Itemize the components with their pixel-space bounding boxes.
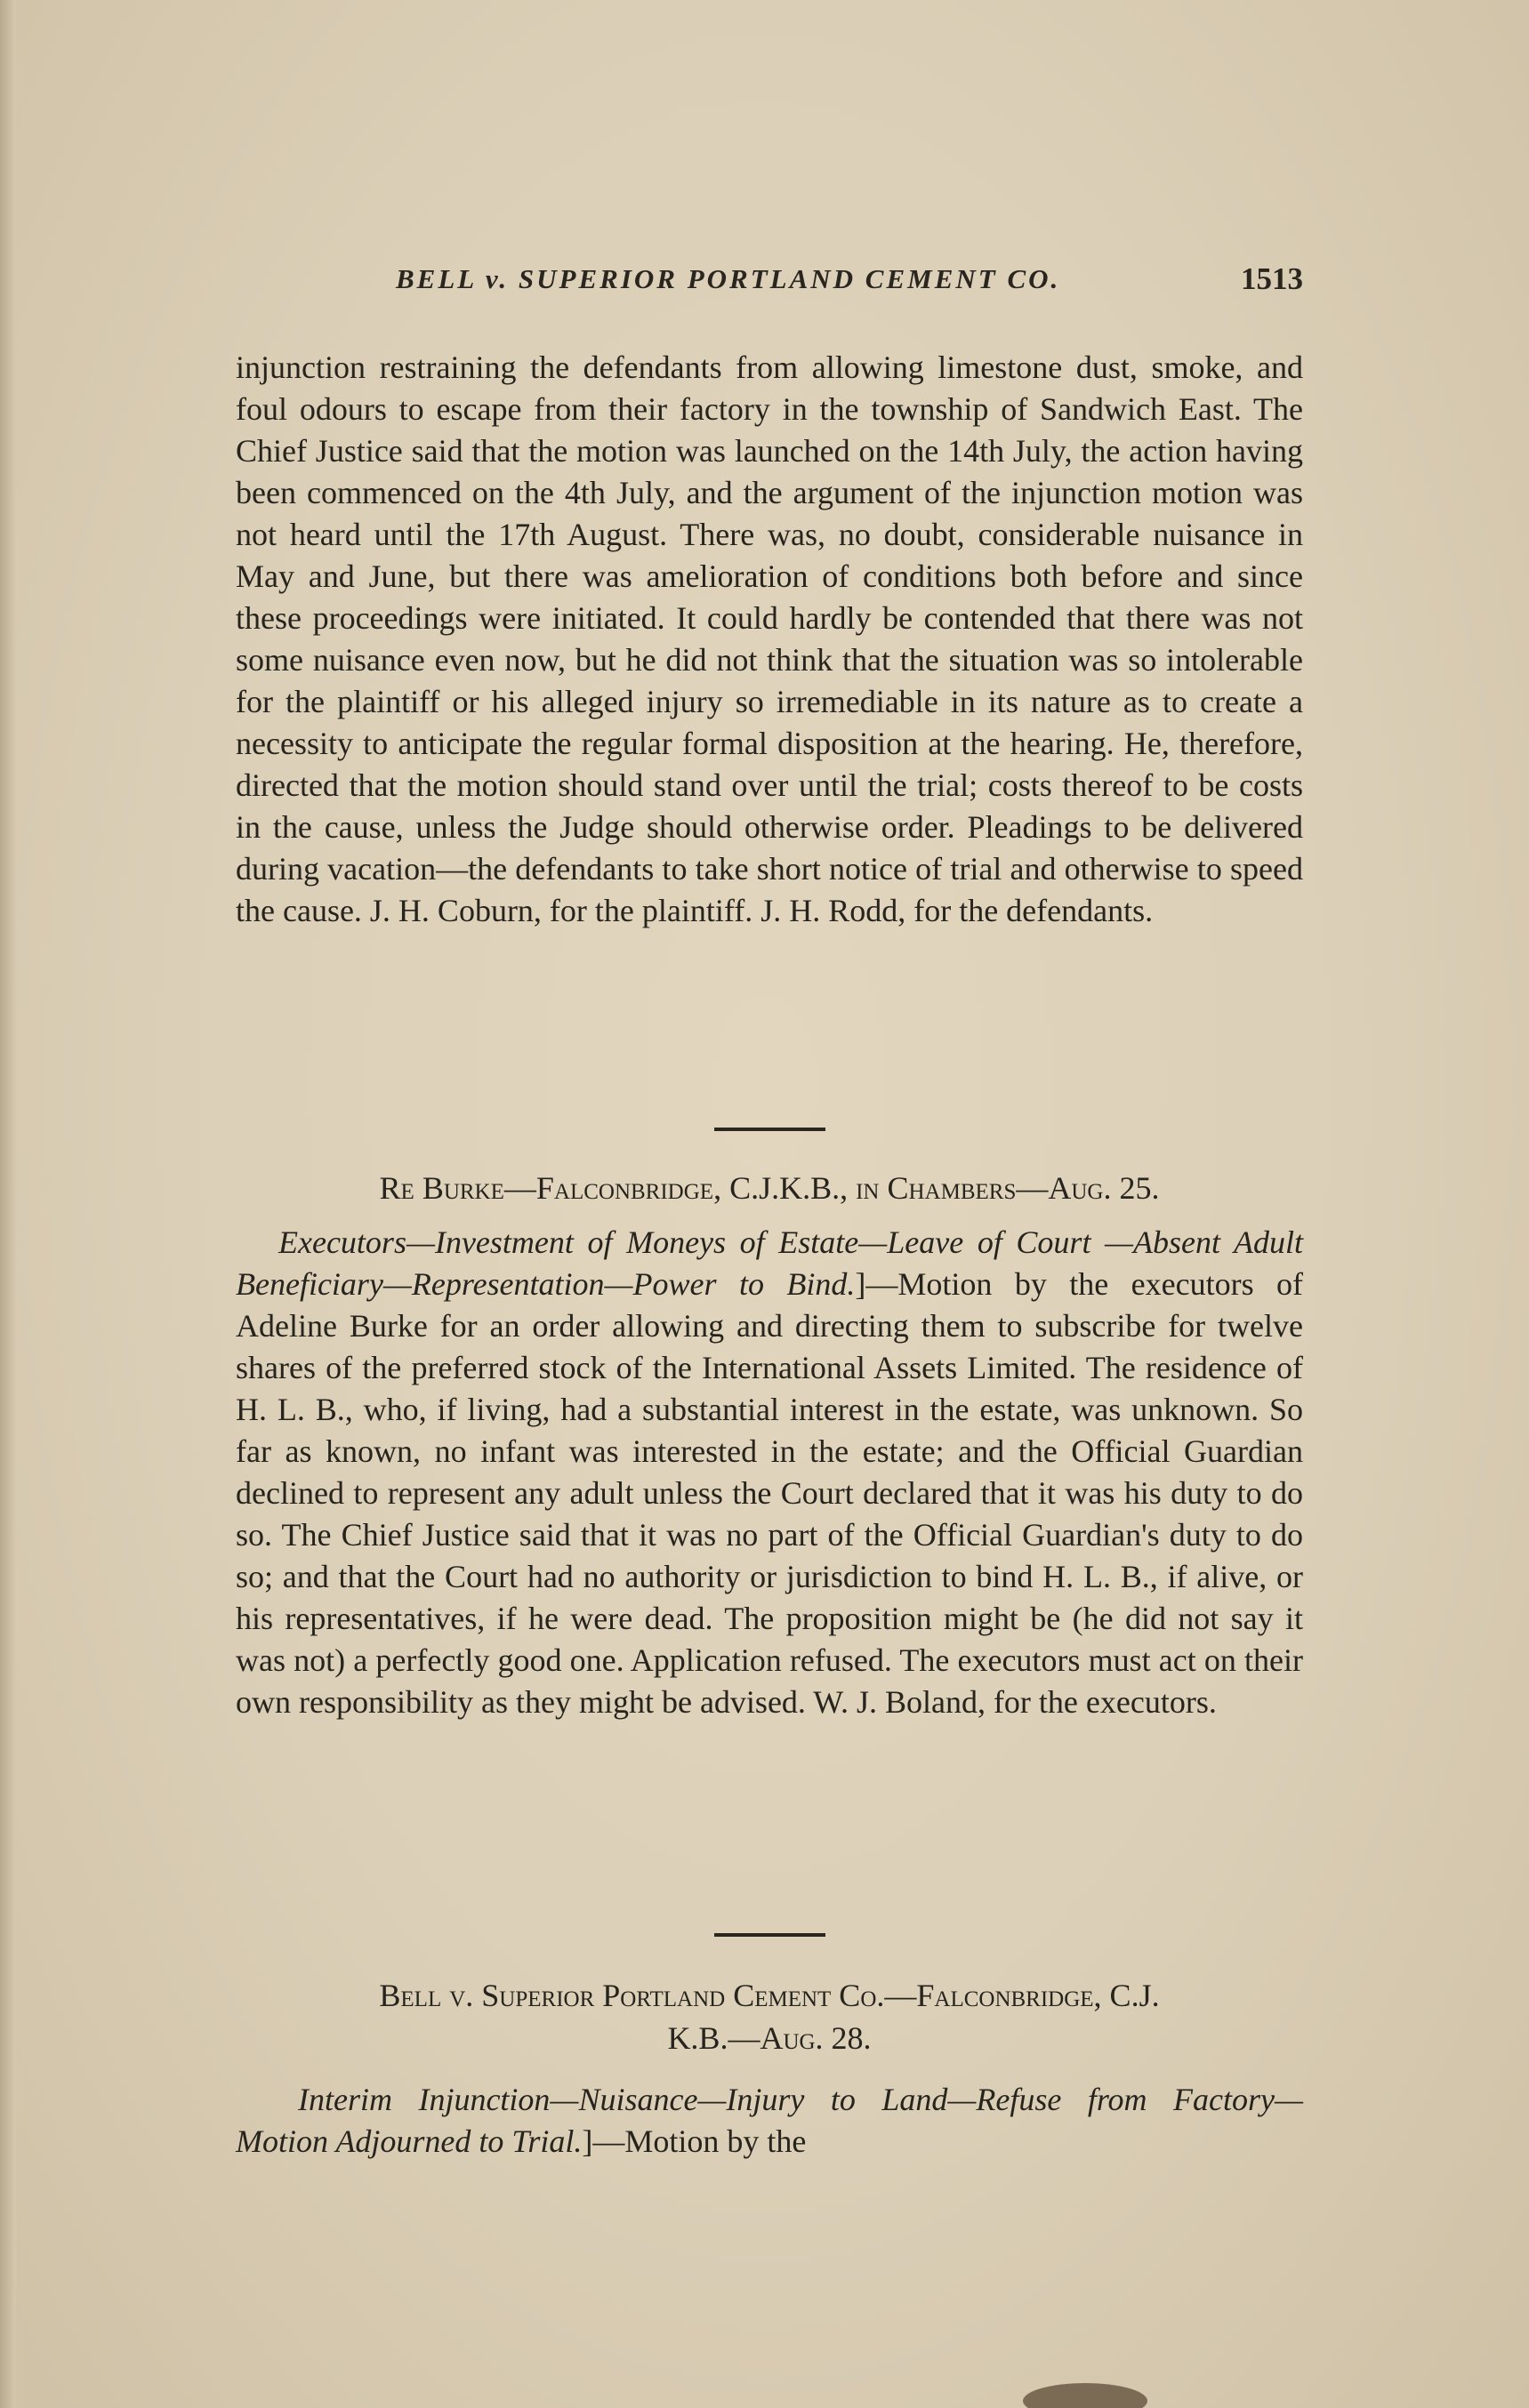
section-3-headnote: Interim Injunction—Nuisance—Injury to Land—Refuse from Factory—Motion Adjourned to Trial. [236,2082,1303,2159]
section-2-body [236,1222,1303,1723]
section-divider [714,1933,825,1937]
section-3-paragraph: ]—Motion by the [582,2123,807,2159]
section-2-headnote: Executors—Investment of Moneys of Estate—Leave of Court —Absent Adult Beneficiary—Representation—Power to Bind. [236,1224,1303,1302]
binding-gutter [0,0,16,2408]
ink-blot [1023,2383,1147,2408]
section-3-heading [236,1974,1303,2059]
section-divider [714,1128,825,1131]
section-1-paragraph: injunction restraining the defendants from allowing limestone dust, smoke, and foul odours to escape from their factory in the township of Sandwich East. The Chief Justice said that the motion was launched on the 14th July, the action having been commenced on the 4th July, and the argument of the injunction motion was not heard until the 17th August. There was, no doubt, considerable nuisance in May and June, but there was amelioration of conditions both before and since these proceedings were initiated. It could hardly be contended that there was not some nuisance even now, but he did not think that the situation was so intolerable for the plaintiff or his alleged injury so irremediable in its nature as to create a necessity to anticipate the regular formal disposition at the hearing. He, therefore, directed that the motion should stand over until the trial; costs thereof to be costs in the cause, unless the Judge should otherwise order. Pleadings to be delivered during vacation—the defendants to take short notice of trial and otherwise to speed the cause. J. H. Coburn, for the plaintiff. J. H. Rodd, for the defendants. [236,349,1303,928]
section-3-heading-line-1: Bell v. Superior Portland Cement Co.—Falconbridge, C.J. [379,1978,1160,2013]
section-2-paragraph: ]—Motion by the executors of Adeline Burke for an order allowing and directing them to subscribe for twelve shares of the preferred stock of the International Assets Limited. The residence of H. L. B., who, if living, had a substantial interest in the estate, was unknown. So far as known, no infant was interested in the estate; and the Official Guardian declined to represent any adult unless the Court declared that it was his duty to do so. The Chief Justice said that it was no part of the Official Guardian's duty to do so; and that the Court had no authority or jurisdiction to bind H. L. B., if alive, or his representatives, if he were dead. The proposition might be (he did not say it was not) a perfectly good one. Application refused. The executors must act on their own responsibility as they might be advised. W. J. Boland, for the executors. [236,1266,1303,1720]
section-3-body [236,2079,1303,2163]
running-title: BELL v. SUPERIOR PORTLAND CEMENT CO. [396,263,1061,294]
running-header [236,263,1303,308]
page-number: 1513 [1241,261,1303,296]
section-2-heading: Re Burke—Falconbridge, C.J.K.B., in Chambers—Aug. 25. [379,1170,1160,1206]
section-3-heading-line-2: K.B.—Aug. 28. [667,2020,872,2056]
section-1-body [236,347,1303,932]
